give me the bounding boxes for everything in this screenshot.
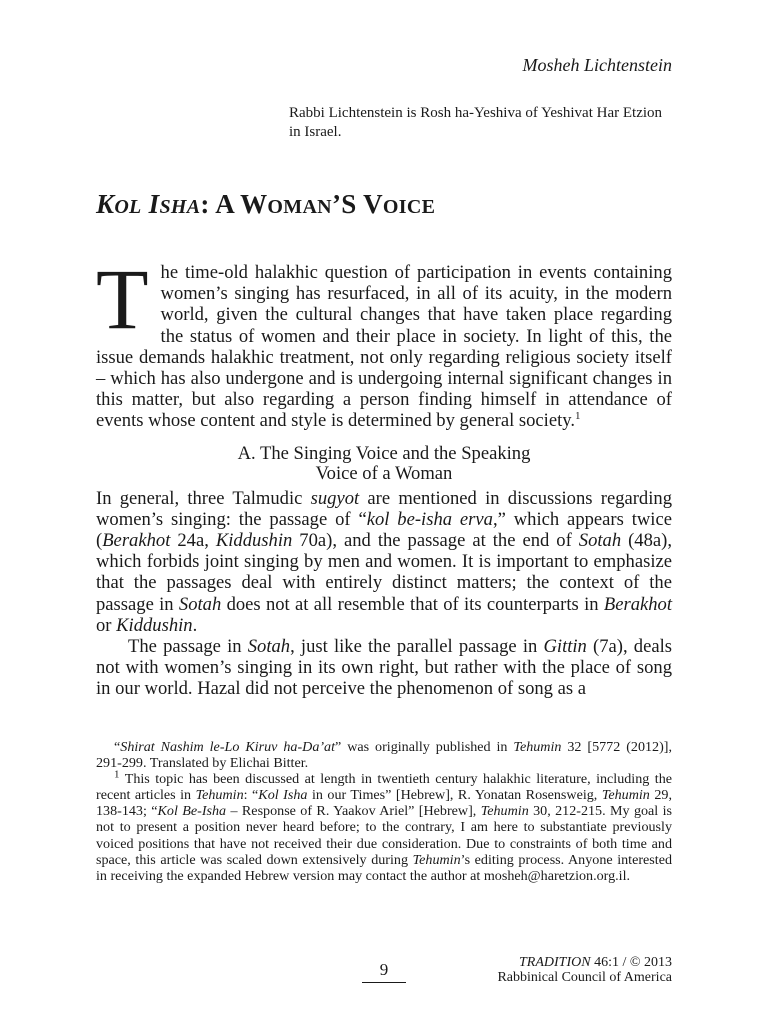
article-body [96, 251, 673, 700]
journal-imprint [497, 955, 672, 985]
journal-name: TRADITION [519, 955, 591, 970]
footnotes [96, 739, 672, 884]
title-subtitle: A WOMAN’S VOICE [215, 189, 436, 219]
footnote-1: $^1$ This topic has been discussed at length in twentieth century halakhic literature, including the recent articles in Tehumin: “Kol Isha in our Times” [Hebrew], R. Yonatan Rosensweig, Tehumin 29, 138-143; “Kol Be-Isha – Response of R. Yaakov Ariel” [Hebrew], Tehumin 30, 212-215. My goal is not to present a position never heard before; to the contrary, I am here to substantiate previously voiced positions that have not received their due consideration. Due to constraints of both time and space, this article was scaled down extensively during Tehumin’s editing process. Anyone interested in receiving the expanded Hebrew version may contact the author at mosheh@haretzion.org.il. [96, 768, 673, 884]
journal-page [96, 0, 672, 1024]
running-head-author: Mosheh Lichtenstein [522, 55, 672, 75]
title-kol-isha: KOL ISHA [96, 189, 201, 219]
drop-cap: T [96, 251, 149, 347]
journal-issue: 46:1 / © 2013 [590, 955, 672, 970]
article-title: KOL ISHA: A WOMAN’S VOICE [96, 189, 436, 219]
footnote-source: “Shirat Nashim le-Lo Kiruv ha-Da’at” was originally published in Tehumin 32 [5772 (2012)], 291-299. Translated by Elichai Bitter. [96, 739, 672, 772]
publisher: Rabbinical Council of America [497, 970, 672, 985]
footnote-number-1: 1 [114, 768, 120, 781]
section-heading-a: A. The Singing Voice and the Speaking Voice of a Woman [237, 442, 531, 484]
intro-paragraph: The time-old halakhic question of participation in events containing women’s singing has resurfaced, in all of its acuity, in the modern world, given the cultural changes that have taken place regarding the status of women and their place in society. In light of this, the issue demands halakhic treatment, not only regarding religious society itself – which has also undergone and is undergoing internal significant changes in this matter, but also regarding a person finding himself in attendance of events whose content and style is determined by general society.$^1$ [96, 251, 672, 432]
footnote-ref-1[interactable]: 1 [575, 410, 581, 423]
page-number: 9 [362, 960, 406, 983]
paragraph-sugyot: In general, three Talmudic sugyot are mentioned in discussions regarding women’s singing: the passage of “kol be-isha erva,” which appears twice (Berakhot 24a, Kiddushin 70a), and the passage at the end of Sotah (48a), which forbids joint singing by men and women. It is important to emphasize that the passages deal with entirely distinct matters; the context of the passage in Sotah does not at all resemble that of its counterparts in Berakhot or Kiddushin. [96, 487, 673, 636]
author-bio-note: Rabbi Lichtenstein is Rosh ha-Yeshiva of Yeshivat Har Etzion in Israel. [289, 105, 663, 140]
paragraph-sotah: The passage in Sotah, just like the parallel passage in Gittin (7a), deals not with women’s singing in its own right, but rather with the place of song in our world. Hazal did not perceive the phenomenon of song as a [96, 636, 672, 700]
